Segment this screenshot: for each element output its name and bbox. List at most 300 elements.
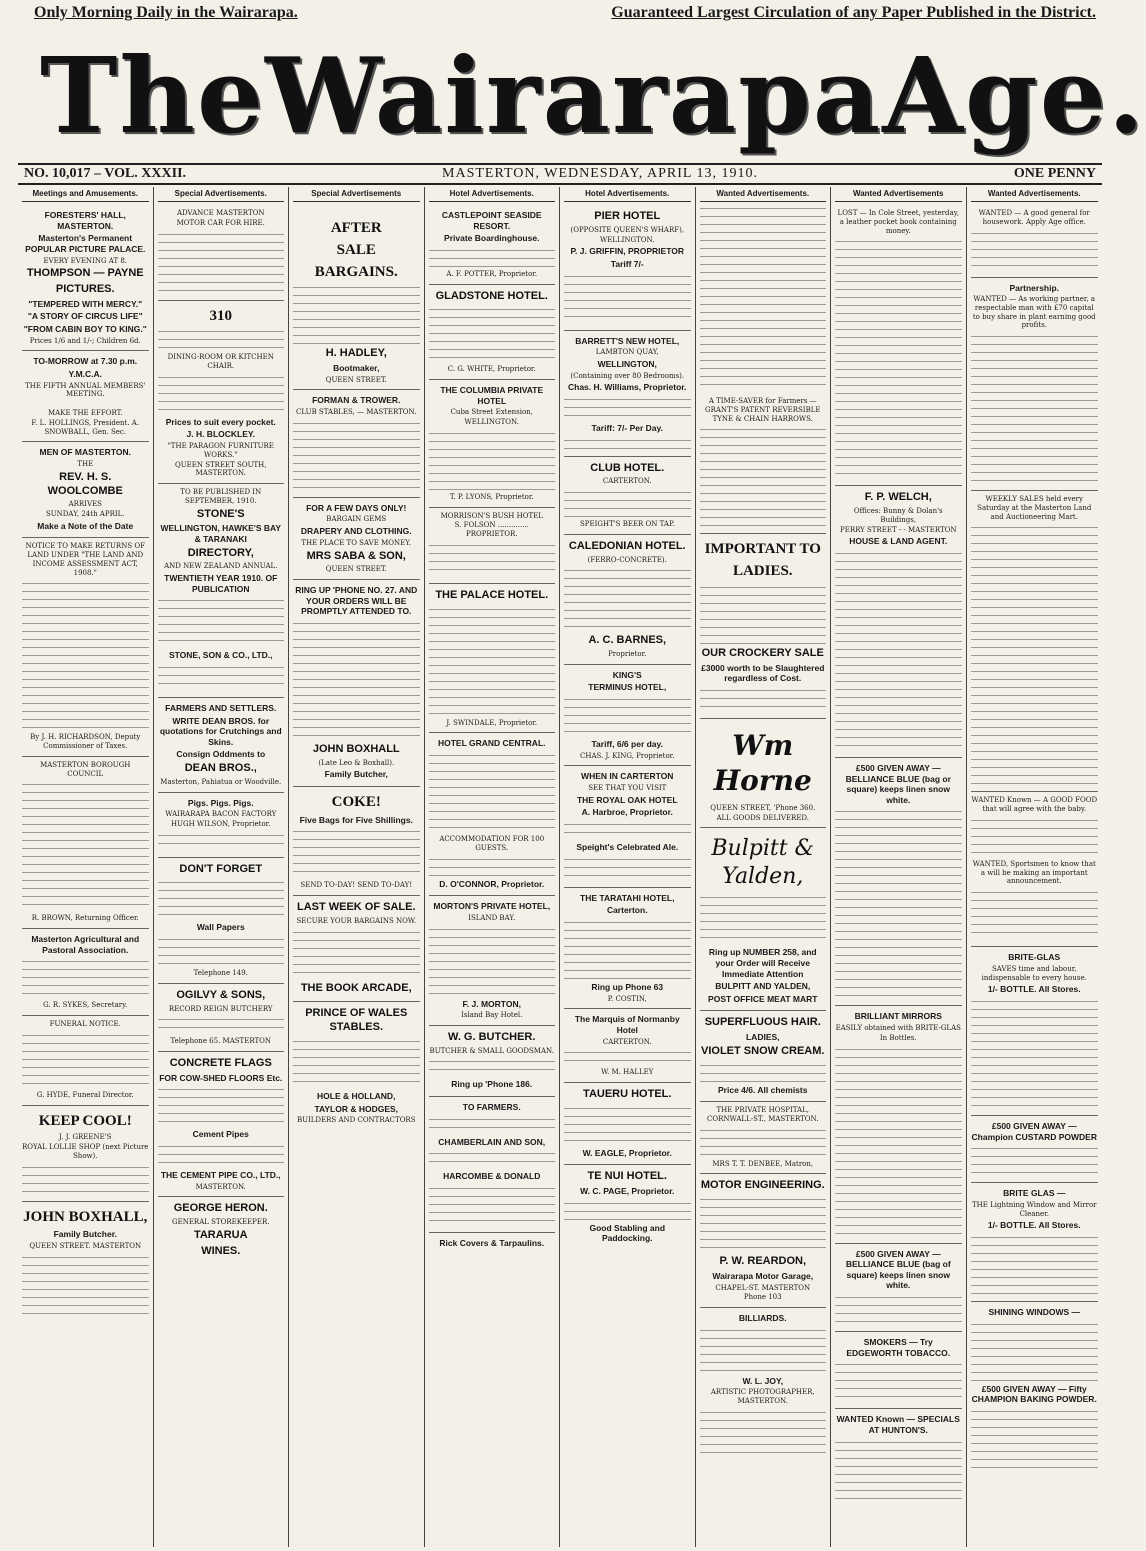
ad-line: In Bottles. xyxy=(879,1033,917,1042)
ad-line: BARGAINS. xyxy=(314,263,398,280)
ad-line: Masterton's Permanent POPULAR PICTURE PALACE. xyxy=(25,233,146,254)
ad-line: SPEIGHT'S BEER ON TAP. xyxy=(580,520,675,528)
ad-line: PRINCE OF WALES STABLES. xyxy=(305,1007,408,1034)
ad-line: WELLINGTON. xyxy=(464,418,519,427)
ad-line: F. J. MORTON, xyxy=(462,998,521,1009)
column-wanted-3 xyxy=(967,187,1103,1547)
ad-line: Ring up 'Phone 186. xyxy=(451,1079,533,1090)
ad-line: DON'T FORGET xyxy=(179,862,263,875)
ad-castlepoint xyxy=(429,205,556,285)
ad-line: BUILDERS AND CONTRACTORS xyxy=(296,1116,416,1125)
ad-line: Tariff, 6/6 per day. xyxy=(591,739,663,749)
ad-line: WANTED — As working partner, a respectable man with £70 capital to buy share in plant earning good profits. xyxy=(972,295,1096,330)
ad-line: FOR COW-SHED FLOORS Etc. xyxy=(159,1072,283,1083)
ad-line: "A STORY OF CIRCUS LIFE" xyxy=(27,311,143,322)
ad-ring-up-27 xyxy=(293,580,420,787)
ad-line: P. J. GRIFFIN, PROPRIETOR xyxy=(570,246,684,257)
ad-line: THE PALACE HOTEL. xyxy=(435,588,549,601)
ad-line: BRITE-GLAS xyxy=(1008,952,1061,963)
ad-line: SUPERFLUOUS HAIR. xyxy=(704,1016,821,1029)
ad-line: OGILVY & SONS, xyxy=(176,988,266,1001)
dateline xyxy=(18,163,1102,185)
ad-motor-car-hire xyxy=(158,205,285,301)
ad-line: Wairarapa Motor Garage, xyxy=(712,1270,814,1281)
ad-line: JOHN BOXHALL, xyxy=(23,1208,148,1225)
ad-line: THE Lightning Window and Mirror Cleaner. xyxy=(971,1200,1097,1218)
ad-belliance-blue-1 xyxy=(835,758,962,1007)
ad-line: NOTICE TO MAKE RETURNS OF LAND UNDER "THE LAND AND INCOME ASSESSMENT ACT, 1908." xyxy=(25,542,145,577)
ad-prince-of-wales-stables xyxy=(293,1002,420,1130)
ad-line: Chas. H. Williams, Proprietor. xyxy=(568,382,687,393)
ad-line: WELLINGTON. xyxy=(600,235,655,244)
ad-line: TAYLOR & HODGES, xyxy=(314,1103,399,1114)
ad-line: (Containing over 80 Bedrooms). xyxy=(570,371,685,380)
ad-line: TAUERU HOTEL. xyxy=(583,1088,672,1100)
ad-line: DRAPERY AND CLOTHING. xyxy=(300,526,412,537)
ad-line: BULPITT AND YALDEN, xyxy=(715,981,811,992)
ad-line: Five Bags for Five Shillings. xyxy=(299,814,413,825)
ad-line: MOTOR CAR FOR HIRE. xyxy=(176,218,265,227)
ad-line: D. O'CONNOR, Proprietor. xyxy=(439,878,545,889)
ad-line: QUEEN STREET. xyxy=(325,565,387,574)
ad-line: TERMINUS HOTEL, xyxy=(588,682,667,693)
ad-line: W. C. PAGE, Proprietor. xyxy=(580,1186,675,1197)
ad-line: Wall Papers xyxy=(196,922,245,933)
ad-line: £500 GIVEN AWAY — Fifty CHAMPION BAKING POWDER. xyxy=(971,1383,1097,1405)
ad-line: HOTEL GRAND CENTRAL. xyxy=(437,738,546,749)
ad-line: Telephone 149. xyxy=(193,969,248,977)
price: ONE PENNY xyxy=(1013,166,1096,181)
ad-taratahi-hotel xyxy=(564,888,691,1010)
ad-line: P. W. REARDON, xyxy=(719,1255,807,1268)
ad-line: TO BE PUBLISHED IN SEPTEMBER, 1910. xyxy=(180,488,262,505)
ad-pier-hotel xyxy=(564,205,691,331)
ad-line: A TIME-SAVER for Farmers — GRANT'S PATENT REVERSIBLE TYNE & CHAIN HARROWS. xyxy=(705,397,821,423)
ad-line: MASTERTON BOROUGH COUNCIL xyxy=(40,760,131,778)
ad-coke xyxy=(293,787,420,896)
ad-line: Carterton. xyxy=(606,905,648,916)
ad-custard-powder xyxy=(971,1116,1099,1183)
ad-line: Partnership. xyxy=(1009,282,1060,293)
ad-line: "THE PARAGON FURNITURE WORKS." xyxy=(167,442,274,459)
ad-line: QUEEN STREET. xyxy=(325,375,387,384)
ad-line: OUR CROCKERY SALE xyxy=(701,646,824,659)
ad-line: TARARUA xyxy=(193,1228,248,1241)
ad-line: COKE! xyxy=(331,794,381,810)
ad-line: FOR A FEW DAYS ONLY! xyxy=(306,502,407,513)
ad-edgeworth-tobacco xyxy=(835,1332,962,1409)
ad-line: MRS SABA & SON, xyxy=(306,549,406,562)
ad-line: TE NUI HOTEL. xyxy=(587,1170,667,1183)
ad-line: KING'S xyxy=(612,669,642,680)
ad-line: MORRISON'S BUSH HOTEL xyxy=(440,511,543,520)
ad-line: Phone 103 xyxy=(743,1293,782,1302)
column-heading: Meetings and Amusements. xyxy=(22,189,149,202)
ad-line: THE CEMENT PIPE CO., LTD., xyxy=(160,1170,281,1180)
ad-line: (FERRO-CONCRETE). xyxy=(587,555,667,564)
ad-line: CLUB HOTEL. xyxy=(590,461,665,474)
ad-line: £500 GIVEN AWAY — Champion CUSTARD POWDER xyxy=(971,1120,1097,1142)
ad-line: DIRECTORY, xyxy=(187,546,254,559)
ad-line: SEND TO-DAY! SEND TO-DAY! xyxy=(300,881,413,890)
ad-forman-trower xyxy=(293,390,420,497)
ad-ogilvy-sons xyxy=(158,984,285,1052)
ad-line: WRITE DEAN BROS. for quotations for Crutchings and Skins. xyxy=(159,715,282,747)
ad-line: AND NEW ZEALAND ANNUAL. xyxy=(164,562,278,571)
ad-line: POST OFFICE MEAT MART xyxy=(708,993,818,1004)
ad-hunton-specials xyxy=(835,1409,962,1505)
ad-brite-glas-2 xyxy=(971,1183,1099,1302)
ad-line: WANTED Known — SPECIALS AT HUNTON'S. xyxy=(836,1414,960,1435)
ad-line: CALEDONIAN HOTEL. xyxy=(568,539,686,552)
ad-line: BARGAIN GEMS xyxy=(326,515,387,524)
ad-line: THE xyxy=(77,460,94,468)
ad-line: JOHN BOXHALL xyxy=(312,742,400,755)
ad-line: Good Stabling and Paddocking. xyxy=(589,1222,666,1244)
ad-line: WELLINGTON, xyxy=(597,358,657,369)
ad-line: WHEN IN CARTERTON xyxy=(581,771,674,782)
ad-line: PERRY STREET - - MASTERTON xyxy=(840,525,957,534)
ad-line: ADVANCE MASTERTON xyxy=(177,209,265,217)
ad-line: Masterton, Pahiatua or Woodville. xyxy=(160,777,282,786)
ad-line: STONE'S xyxy=(196,507,245,520)
ad-line: BRITE GLAS — xyxy=(1003,1188,1066,1199)
ad-line: Make a Note of the Date xyxy=(37,520,134,531)
ad-line: DEAN BROS., xyxy=(184,762,257,774)
ad-line: CARTERTON. xyxy=(602,1037,652,1046)
ad-private-hospital xyxy=(700,1102,827,1174)
ad-line: PIER HOTEL xyxy=(594,210,661,222)
ad-chamberlain-son xyxy=(429,1097,556,1233)
ad-line: Bootmaker, xyxy=(333,363,380,373)
ad-line: A. Harbroe, Proprietor. xyxy=(581,807,673,818)
ad-line: TWENTIETH YEAR 1910. OF PUBLICATION xyxy=(164,573,278,594)
ad-line: R. BROWN, Returning Officer. xyxy=(31,914,139,923)
ad-line: Telephone 65. MASTERTON xyxy=(170,1037,272,1046)
ad-line: Offices: Bunny & Dolan's Buildings, xyxy=(853,507,943,524)
ad-line: W. M. HALLEY xyxy=(601,1068,654,1077)
ad-line: BARRETT'S NEW HOTEL, xyxy=(575,335,680,346)
column-special-ads-2 xyxy=(289,187,425,1547)
ad-line: Masterton Agricultural and Pastoral Association. xyxy=(31,934,140,955)
ad-line: WINES. xyxy=(201,1244,241,1257)
ad-line: WANTED — A good general for housework. Apply Age office. xyxy=(978,209,1090,226)
ad-line: Private Boardinghouse. xyxy=(444,233,540,244)
ad-line: "FROM CABIN BOY TO KING." xyxy=(23,324,147,334)
ad-line: Speight's Celebrated Ale. xyxy=(576,842,679,852)
ad-line: EVERY EVENING AT 8. xyxy=(43,256,128,265)
ad-land-returns xyxy=(22,538,149,757)
ad-line: SHINING WINDOWS — xyxy=(988,1306,1081,1317)
ad-line: Family Butcher, xyxy=(324,769,388,780)
ad-brilliant-mirrors xyxy=(835,1006,962,1243)
ad-line: LOST — In Cole Street, yesterday, a leather pocket book containing money. xyxy=(837,209,959,235)
ad-line: By J. H. RICHARDSON, Deputy Commissioner of Taxes. xyxy=(30,733,141,751)
ad-line: F. P. WELCH, xyxy=(864,491,932,504)
ad-dont-forget xyxy=(158,858,285,984)
ad-line: STONE, SON & CO., LTD., xyxy=(168,650,273,661)
strap-right: Guaranteed Largest Circulation of any Paper Published in the District. xyxy=(611,4,1096,21)
ad-royal-oak xyxy=(564,766,691,887)
column-heading: Wanted Advertisements. xyxy=(700,189,827,202)
ad-line: SAVES time and labour, indispensable to every house. xyxy=(981,964,1087,982)
ad-line: SECURE YOUR BARGAINS NOW. xyxy=(296,916,417,925)
ad-line: ARRIVES xyxy=(68,500,102,509)
ad-agricultural-association xyxy=(22,929,149,1016)
ad-line: Tariff: 7/- Per Day. xyxy=(591,422,663,433)
ad-line: Tariff 7/- xyxy=(610,258,644,269)
columns xyxy=(18,187,1102,1547)
ad-columbia-hotel xyxy=(429,380,556,508)
column-special-ads-1 xyxy=(154,187,290,1547)
ad-line: CHAS. J. KING, Proprietor. xyxy=(580,751,675,760)
column-wanted-1 xyxy=(696,187,832,1547)
ad-line: Prices 1/6 and 1/-; Children 6d. xyxy=(29,336,141,345)
ad-line: ROYAL LOLLIE SHOP (next Picture Show). xyxy=(22,1143,149,1160)
ad-caledonian-hotel xyxy=(564,535,691,665)
ad-line: The Marquis of Normanby Hotel xyxy=(574,1014,680,1035)
ad-line: ACCOMMODATION FOR 100 GUESTS. xyxy=(439,835,545,852)
ad-line: THE FIFTH ANNUAL MEMBERS' MEETING. xyxy=(25,381,146,399)
ad-rick-covers xyxy=(429,1233,556,1255)
ad-fp-welch xyxy=(835,486,962,758)
ad-line: £500 GIVEN AWAY — BELLIANCE BLUE (bag or square) keeps linen snow white. xyxy=(845,762,951,805)
ad-line: A. C. BARNES, xyxy=(588,634,667,647)
ad-concrete-flags xyxy=(158,1052,285,1197)
ad-line: MEN OF MASTERTON. xyxy=(39,447,131,458)
ad-line: SALE xyxy=(336,241,376,258)
ad-shining-windows xyxy=(971,1302,1099,1475)
ad-brite-glas-1 xyxy=(971,947,1099,1116)
ad-line: £3000 worth to be Slaughtered regardless of Cost. xyxy=(701,662,825,684)
ad-general-housework xyxy=(971,205,1099,278)
masthead xyxy=(40,34,1146,157)
ad-line: Ring up NUMBER 258, and your Order will Receive Immediate Attention xyxy=(708,947,817,979)
ad-line: BILLIARDS. xyxy=(738,1313,787,1323)
ad-bacon-factory xyxy=(158,793,285,858)
ad-saba-son xyxy=(293,498,420,580)
ad-line: GLADSTONE HOTEL. xyxy=(435,289,548,302)
ad-borough-council xyxy=(22,757,149,929)
ad-line: J. H. BLOCKLEY. xyxy=(186,429,255,440)
ad-line: HUGH WILSON, Proprietor. xyxy=(170,819,271,828)
ad-last-week-sale xyxy=(293,896,420,1002)
ad-line: DINING-ROOM OR KITCHEN CHAIR. xyxy=(167,353,274,370)
ad-partnership xyxy=(971,278,1099,492)
ad-dean-bros xyxy=(158,698,285,793)
ad-line: RING UP 'PHONE NO. 27. AND YOUR ORDERS WILL BE PROMPTLY ATTENDED TO. xyxy=(295,585,418,617)
ad-bulpitt-yalden xyxy=(700,828,827,1011)
ad-line: WELLINGTON, HAWKE'S BAY & TARANAKI xyxy=(160,523,282,544)
ad-line: LAST WEEK OF SALE. xyxy=(296,901,416,914)
ad-time-saver xyxy=(700,393,827,534)
ad-line: THE PRIVATE HOSPITAL, CORNWALL-ST., MASTERTON. xyxy=(707,1106,819,1123)
ad-stones-directory xyxy=(158,484,285,698)
ad-line: Prices to suit every pocket. xyxy=(165,416,276,427)
ad-line: CLUB STABLES, — MASTERTON. xyxy=(296,408,417,416)
place-date: MASTERTON, WEDNESDAY, APRIL 13, 1910. xyxy=(442,166,758,181)
column-hotels-2 xyxy=(560,187,696,1547)
column-hotels-1 xyxy=(425,187,561,1547)
ad-line: ARTISTIC PHOTOGRAPHER, MASTERTON. xyxy=(710,1388,815,1405)
ad-weekly-sales xyxy=(971,491,1099,792)
ad-line: MRS T. T. DENBEE, Matron, xyxy=(712,1159,814,1168)
ad-after-sale-bargains xyxy=(293,205,420,390)
ad-line: HOLE & HOLLAND, xyxy=(317,1090,396,1101)
ad-line: CHAMBERLAIN AND SON, xyxy=(438,1136,546,1147)
ad-line: A. F. POTTER, Proprietor. xyxy=(446,269,538,278)
ad-line: THE ROYAL OAK HOTEL xyxy=(576,794,678,805)
ad-line: LADIES. xyxy=(732,563,793,579)
ad-belliance-blue-2 xyxy=(835,1244,962,1333)
ad-gladstone-hotel xyxy=(429,285,556,381)
ad-line: MAKE THE EFFORT. xyxy=(48,409,123,418)
ad-te-nui-hotel xyxy=(564,1165,691,1250)
ad-motor-engineering xyxy=(700,1174,827,1308)
ad-line: FORESTERS' HALL, MASTERTON. xyxy=(44,210,126,231)
ad-line: WAIRARAPA BACON FACTORY xyxy=(165,810,277,819)
ad-george-heron xyxy=(158,1197,285,1264)
ad-line: PICTURES. xyxy=(55,283,115,295)
ad-line: £500 GIVEN AWAY — BELLIANCE BLUE (bag of square) keeps linen snow white. xyxy=(845,1248,951,1291)
ad-line: "TEMPERED WITH MERCY." xyxy=(28,298,143,309)
ad-line: Bulpitt & Yalden, xyxy=(711,836,815,889)
ad-line: P. COSTIN, xyxy=(607,994,647,1003)
ad-superfluous-hair xyxy=(700,1011,827,1102)
ad-line: LAMBTON QUAY, xyxy=(595,348,659,357)
ad-line: W. G. BUTCHER. xyxy=(448,1030,536,1043)
ad-john-boxhall xyxy=(22,1202,149,1321)
ad-keep-cool xyxy=(22,1106,149,1202)
ad-line: MORTON'S PRIVATE HOTEL, xyxy=(433,901,551,912)
column-heading: Special Advertisements. xyxy=(158,189,285,202)
ad-line: Family Butcher. xyxy=(53,1229,117,1240)
column-heading: Special Advertisements xyxy=(293,189,420,202)
strap-left: Only Morning Daily in the Wairarapa. xyxy=(34,4,298,21)
ad-line: BUTCHER & SMALL GOODSMAN. xyxy=(429,1046,554,1055)
ad-line: IMPORTANT TO xyxy=(704,541,821,558)
ad-line: VIOLET SNOW CREAM. xyxy=(701,1044,825,1057)
ad-line: Consign Oddments to xyxy=(176,749,266,760)
masthead-age: Age. xyxy=(882,34,1146,157)
ad-line: Y.M.C.A. xyxy=(68,369,103,379)
ad-funeral-notice xyxy=(22,1016,149,1106)
column-heading: Hotel Advertisements. xyxy=(564,189,691,202)
column-heading: Wanted Advertisements. xyxy=(971,189,1099,202)
ad-line: CASTLEPOINT SEASIDE RESORT. xyxy=(441,210,542,231)
ad-line: FUNERAL NOTICE. xyxy=(49,1020,121,1029)
ad-line: Pigs. Pigs. Pigs. xyxy=(187,797,254,808)
ad-line: F. L. HOLLINGS, President. A. SNOWBALL, Gen. Sec. xyxy=(31,418,140,436)
ad-line: EASILY obtained with BRITE-GLAS xyxy=(835,1024,961,1032)
ad-line: W. L. JOY, xyxy=(742,1375,784,1386)
column-meetings xyxy=(18,187,154,1547)
ad-line: Wm Horne xyxy=(713,728,812,797)
ad-line: CARTERTON. xyxy=(602,477,652,486)
ad-important-to-ladies xyxy=(700,534,827,719)
ad-line: 1/- BOTTLE. All Stores. xyxy=(987,984,1081,995)
ad-club-hotel xyxy=(564,457,691,535)
ad-line: J. SWINDALE, Proprietor. xyxy=(446,718,538,727)
ad-blockley-chair xyxy=(158,301,285,485)
ad-kings-terminus xyxy=(564,665,691,767)
column-heading: Wanted Advertisements xyxy=(835,189,962,202)
ad-line: AFTER xyxy=(330,220,382,236)
ad-line: TO FARMERS. xyxy=(462,1102,521,1112)
ad-line: Price 4/6. All chemists xyxy=(718,1084,808,1095)
ad-line: HOUSE & LAND AGENT. xyxy=(849,536,948,547)
ad-lost-pocket-book xyxy=(835,205,962,486)
ad-line: THE TARATAHI HOTEL, xyxy=(580,892,675,903)
ad-line: ISLAND BAY. xyxy=(468,913,516,922)
ad-line: SUNDAY, 24th APRIL. xyxy=(45,510,125,518)
ad-men-of-masterton xyxy=(22,442,149,538)
ad-line: FARMERS AND SETTLERS. xyxy=(165,702,277,713)
issue-number: NO. 10,017 – VOL. XXXII. xyxy=(24,166,187,181)
ad-mortons-hotel xyxy=(429,896,556,1026)
ad-line: (OPPOSITE QUEEN'S WHARF), xyxy=(570,225,685,234)
column-heading: Hotel Advertisements. xyxy=(429,189,556,202)
ad-line: Ring up Phone 63 xyxy=(591,981,664,992)
ad-palace-hotel xyxy=(429,584,556,734)
ad-line: ALL GOODS DELIVERED. xyxy=(716,813,810,822)
column-wanted-2 xyxy=(831,187,967,1547)
ad-line: WANTED Known — A GOOD FOOD that will agree with the baby. xyxy=(971,796,1098,814)
ad-line: WEEKLY SALES held every Saturday at the Masterton Land and Auctioneering Mart. xyxy=(977,495,1092,521)
ad-line: Proprietor. xyxy=(608,650,647,658)
ad-line: QUEEN STREET, 'Phone 360. xyxy=(710,803,816,812)
ad-line: MASTERTON. xyxy=(195,1182,246,1191)
ad-line: REV. H. S. WOOLCOMBE xyxy=(47,470,123,497)
ad-line: THE COLUMBIA PRIVATE HOTEL xyxy=(440,385,544,406)
ad-line: Cement Pipes xyxy=(192,1129,249,1140)
ad-line: Cuba Street Extension, xyxy=(450,408,533,417)
ad-line: W. EAGLE, Proprietor. xyxy=(582,1147,672,1158)
ad-line: GEORGE HERON. xyxy=(173,1202,268,1215)
ad-billiards xyxy=(700,1308,827,1466)
ad-line: CHAPEL-ST. MASTERTON xyxy=(715,1283,811,1292)
ad-barretts-hotel xyxy=(564,331,691,457)
ad-line: FORMAN & TROWER. xyxy=(312,395,401,406)
ad-line: WANTED, Sportsmen to know that a will be making an important announcement. xyxy=(972,859,1096,886)
ad-wg-butcher xyxy=(429,1026,556,1097)
ad-line: MOTOR ENGINEERING. xyxy=(700,1179,825,1192)
ad-line: THE PLACE TO SAVE MONEY. xyxy=(301,538,412,547)
ad-ymca xyxy=(22,351,149,442)
ad-hotel-grand-central xyxy=(429,733,556,896)
ad-line: CONCRETE FLAGS xyxy=(169,1057,272,1069)
ad-line: THE BOOK ARCADE, xyxy=(300,981,412,994)
ad-line: BRILLIANT MIRRORS xyxy=(854,1011,942,1022)
ad-line: H. HADLEY, xyxy=(325,347,387,360)
ad-line: J. J. GREENE'S xyxy=(59,1133,112,1142)
ad-line: LADIES, xyxy=(745,1032,780,1043)
ad-wm-horne xyxy=(700,719,827,829)
ad-line: QUEEN STREET SOUTH, MASTERTON. xyxy=(175,460,267,478)
ad-foresters-hall xyxy=(22,205,149,351)
ad-line: Rick Covers & Tarpaulins. xyxy=(439,1237,545,1248)
ad-line: HARCOMBE & DONALD xyxy=(443,1171,541,1182)
ad-line: G. HYDE, Funeral Director. xyxy=(36,1090,134,1099)
ad-taueru-hotel xyxy=(564,1083,691,1165)
ad-line: C. G. WHITE, Proprietor. xyxy=(447,365,536,374)
ad-line: 1/- BOTTLE. All Stores. xyxy=(987,1220,1081,1231)
ad-line: T. P. LYONS, Proprietor. xyxy=(449,492,534,501)
ad-line: (Late Leo & Boxhall). xyxy=(318,758,395,767)
ad-line: TO-MORROW at 7.30 p.m. xyxy=(33,356,138,367)
ad-line: G. R. SYKES, Secretary. xyxy=(43,1001,128,1010)
ad-line: KEEP COOL! xyxy=(38,1112,132,1129)
